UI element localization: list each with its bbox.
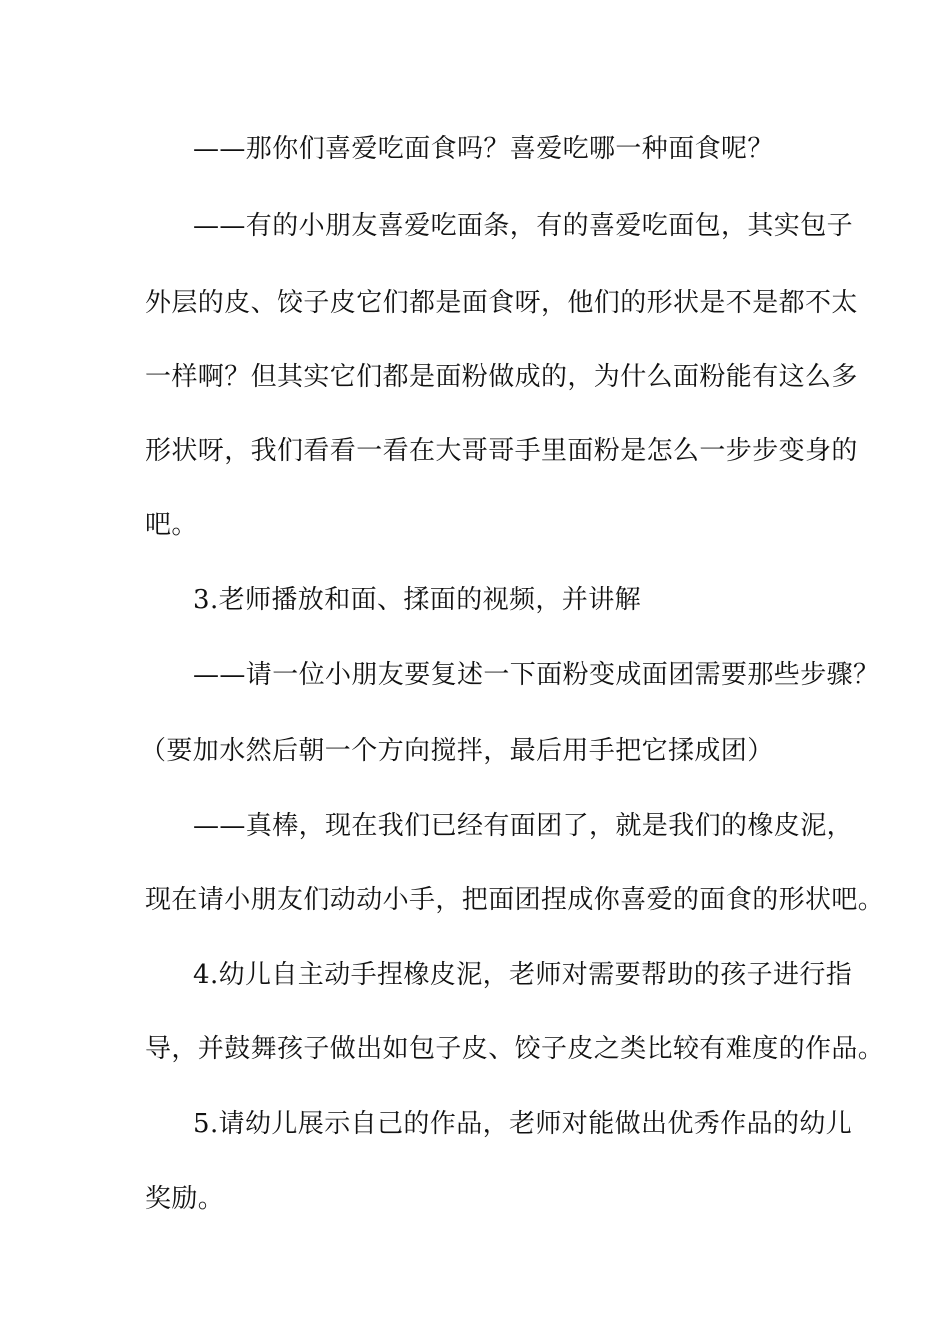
text-line: ——那你们喜爱吃面食吗？喜爱吃哪一种面食呢？ [193,134,774,164]
text-line: 5.请幼儿展示自己的作品，老师对能做出优秀作品的幼儿 [193,1109,853,1139]
text-line: 一样啊？但其实它们都是面粉做成的，为什么面粉能有这么多 [145,362,858,392]
text-line: 3.老师播放和面、揉面的视频，并讲解 [193,585,642,615]
text-line: 现在请小朋友们动动小手，把面团捏成你喜爱的面食的形状吧。 [145,885,885,915]
text-line: ——有的小朋友喜爱吃面条，有的喜爱吃面包，其实包子 [193,211,854,241]
text-line: ——真棒，现在我们已经有面团了，就是我们的橡皮泥， [193,811,854,841]
text-line: 吧。 [145,510,198,540]
text-line: 4.幼儿自主动手捏橡皮泥，老师对需要帮助的孩子进行指 [193,960,853,990]
text-line: （要加水然后朝一个方向搅拌，最后用手把它揉成团） [140,736,774,766]
text-line: 形状呀，我们看看一看在大哥哥手里面粉是怎么一步步变身的 [145,436,858,466]
text-line: 外层的皮、饺子皮它们都是面食呀，他们的形状是不是都不太 [145,288,858,318]
text-line: 奖励。 [145,1184,225,1214]
text-line: 导，并鼓舞孩子做出如包子皮、饺子皮之类比较有难度的作品。 [145,1034,885,1064]
text-line: ——请一位小朋友要复述一下面粉变成面团需要那些步骤？ [193,660,880,690]
